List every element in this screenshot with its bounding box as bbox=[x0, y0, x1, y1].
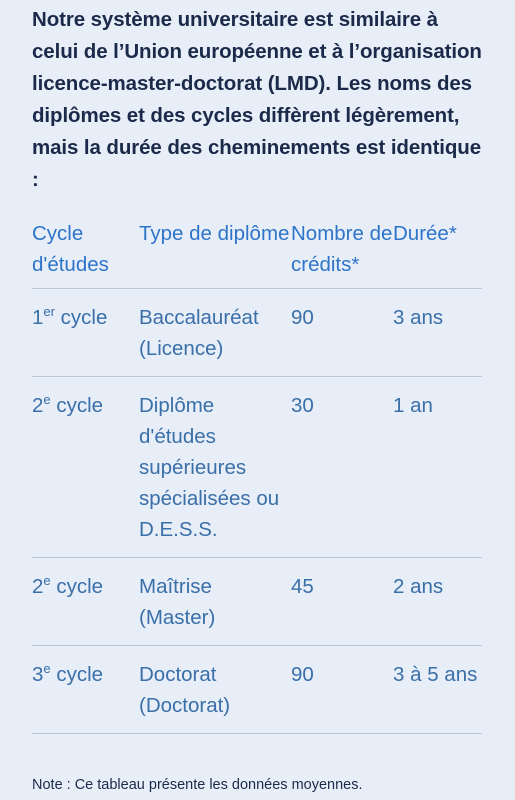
cycle-word: cycle bbox=[50, 663, 104, 686]
duration-cell: 3 à 5 ans bbox=[393, 663, 478, 686]
cycle-ordinal: e bbox=[43, 661, 51, 676]
cycle-word: cycle bbox=[50, 575, 104, 598]
cycle-cell bbox=[32, 558, 139, 646]
diploma-cell: Maîtrise (Master) bbox=[139, 575, 216, 629]
header-diploma-type: Type de diplôme bbox=[139, 222, 290, 245]
credits-cell: 90 bbox=[291, 663, 314, 686]
intro-paragraph: Notre système universitaire est similaire à celui de l’Union européenne et à l’organisation licence-master-doctorat (LMD). Les noms des diplômes et des cycles diffèrent légèrement, mais la durée des cheminements est identique : bbox=[32, 8, 482, 191]
duration-cell: 3 ans bbox=[393, 306, 444, 329]
table-header-row bbox=[32, 218, 482, 289]
header-credits: Nombre de crédits* bbox=[291, 222, 393, 276]
table-note: Note : Ce tableau présente les données moyennes. bbox=[32, 777, 363, 793]
diploma-cell: Doctorat (Doctorat) bbox=[139, 663, 231, 717]
cycle-number: 2 bbox=[32, 575, 44, 598]
table-row bbox=[32, 289, 482, 377]
cycle-word: cycle bbox=[50, 394, 104, 417]
cycle-ordinal: e bbox=[43, 392, 51, 407]
cycle-ordinal: er bbox=[43, 304, 55, 319]
header-cycle: Cycle d'études bbox=[32, 222, 109, 276]
cycle-word: cycle bbox=[54, 306, 108, 329]
table-row bbox=[32, 558, 482, 646]
cycle-number: 1 bbox=[32, 306, 44, 329]
diploma-cell: Baccalauréat (Licence) bbox=[139, 306, 259, 360]
cycles-table bbox=[32, 218, 482, 734]
credits-cell: 90 bbox=[291, 306, 314, 329]
cycle-ordinal: e bbox=[43, 573, 51, 588]
table-row bbox=[32, 646, 482, 734]
duration-cell: 2 ans bbox=[393, 575, 444, 598]
table-row bbox=[32, 377, 482, 558]
cycle-cell bbox=[32, 646, 139, 734]
duration-cell: 1 an bbox=[393, 394, 433, 417]
diploma-cell: Diplôme d'études supérieures spécialisées ou D.E.S.S. bbox=[139, 394, 280, 541]
cycle-cell bbox=[32, 377, 139, 558]
cycle-number: 2 bbox=[32, 394, 44, 417]
cycle-cell bbox=[32, 289, 139, 377]
credits-cell: 30 bbox=[291, 394, 314, 417]
header-duration: Durée* bbox=[393, 222, 457, 245]
cycle-number: 3 bbox=[32, 663, 44, 686]
credits-cell: 45 bbox=[291, 575, 314, 598]
